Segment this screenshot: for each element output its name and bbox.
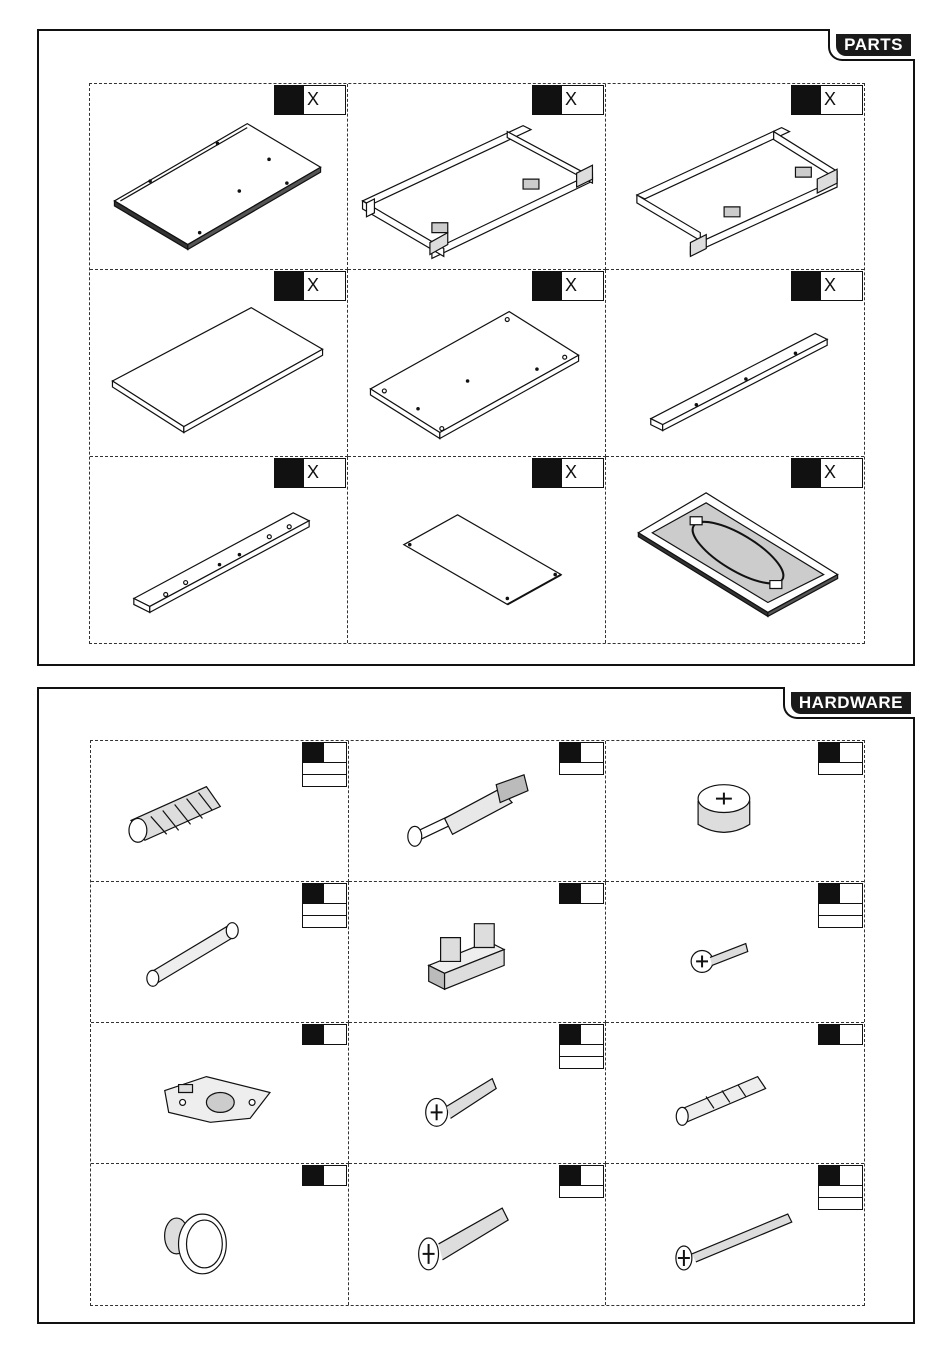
part-cell [348,84,606,270]
quantity-marker: X [307,275,320,296]
part-cell [606,457,864,643]
top-panel-icon [90,84,347,269]
part-cell [606,84,864,270]
knob-icon [91,1164,348,1305]
wall-anchor-icon [606,1023,864,1163]
hardware-cell [349,1023,607,1164]
quantity-marker: X [824,89,837,109]
frame-left-icon [606,84,864,269]
machine-screw-icon [349,1164,606,1305]
medium-screw-icon [349,1023,606,1163]
hardware-tab [783,687,915,719]
parts-title: PARTS [836,34,911,56]
door-panel-icon [606,457,864,643]
hardware-title: HARDWARE [791,692,911,714]
hardware-cell [349,882,607,1023]
shelf-panel-icon [90,270,347,455]
cross-rail-icon [90,457,347,643]
part-cell [90,84,348,270]
hardware-grid [90,740,865,1306]
cam-lock-icon [606,741,864,881]
hinge-icon [91,1023,348,1163]
hardware-cell [606,1164,864,1305]
quantity-marker: X [565,89,578,109]
hardware-cell [91,1164,349,1305]
hardware-cell [349,1164,607,1305]
long-screw-icon [606,1164,864,1305]
hardware-cell [606,1023,864,1164]
quantity-marker: X [565,461,578,482]
part-cell [90,457,348,643]
hardware-cell [91,882,349,1023]
hardware-cell [606,741,864,882]
quantity-marker: X [565,275,578,296]
parts-grid [89,83,865,644]
shelf-support-icon [349,882,606,1022]
back-panel-icon [348,457,605,643]
short-screw-icon [606,882,864,1022]
hardware-cell [91,1023,349,1164]
cam-bolt-icon [349,741,606,881]
quantity-marker: X [307,89,320,109]
part-cell [348,457,606,643]
part-cell [90,270,348,456]
part-cell [606,270,864,456]
parts-tab [828,29,915,61]
hardware-cell [91,741,349,882]
part-cell [348,270,606,456]
wood-dowel-icon [91,741,348,881]
hardware-cell [606,882,864,1023]
rail-icon [606,270,864,455]
parts-section [37,29,915,666]
quantity-marker: X [824,461,837,482]
hardware-cell [349,741,607,882]
quantity-marker: X [307,461,320,482]
frame-right-icon [348,84,605,269]
bottom-panel-icon [348,270,605,455]
metal-pin-icon [91,882,348,1022]
quantity-marker: X [824,275,837,296]
hardware-section [37,687,915,1324]
